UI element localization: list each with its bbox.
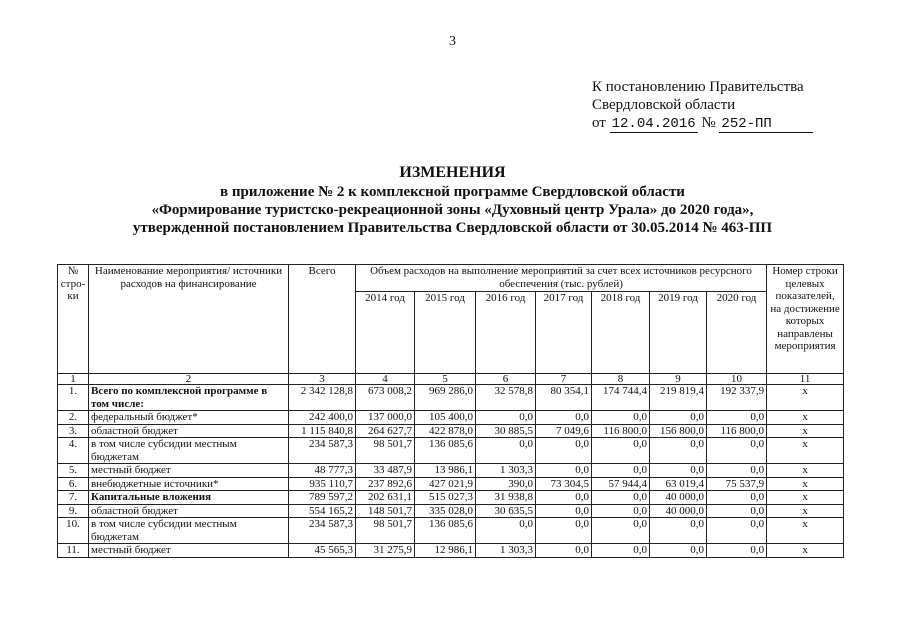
row-name-cell: внебюджетные источники* — [89, 477, 289, 491]
row-year-value-cell: 422 878,0 — [415, 424, 476, 438]
row-year-value-cell: 0,0 — [707, 544, 767, 558]
row-year-value-cell: 0,0 — [536, 518, 592, 544]
table-row — [58, 424, 844, 438]
row-year-value-cell: 73 304,5 — [536, 477, 592, 491]
header-year: 2017 год — [536, 292, 592, 374]
header-year: 2018 год — [592, 292, 650, 374]
table-row — [58, 411, 844, 425]
row-year-value-cell: 1 303,3 — [476, 464, 536, 478]
row-target-cell: х — [767, 518, 844, 544]
title-line-1: в приложение № 2 к комплексной программе Свердловской области — [220, 184, 685, 200]
row-year-value-cell: 80 354,1 — [536, 385, 592, 411]
row-target-cell: х — [767, 477, 844, 491]
header-total: Всего — [289, 265, 356, 374]
row-total-cell: 45 565,3 — [289, 544, 356, 558]
row-year-value-cell: 98 501,7 — [356, 518, 415, 544]
row-name-cell: местный бюджет — [89, 544, 289, 558]
row-target-cell: х — [767, 438, 844, 464]
header-year: 2015 год — [415, 292, 476, 374]
row-year-value-cell: 0,0 — [707, 411, 767, 425]
row-number-cell: 6. — [58, 477, 89, 491]
table-body — [58, 374, 844, 558]
column-number: 7 — [536, 374, 592, 385]
row-number-cell: 10. — [58, 518, 89, 544]
row-year-value-cell: 219 819,4 — [650, 385, 707, 411]
row-year-value-cell: 12 986,1 — [415, 544, 476, 558]
row-name-cell: местный бюджет — [89, 464, 289, 478]
row-year-value-cell: 202 631,1 — [356, 491, 415, 505]
number-sign: № — [701, 115, 716, 131]
row-year-value-cell: 30 635,5 — [476, 504, 536, 518]
row-total-cell: 48 777,3 — [289, 464, 356, 478]
row-year-value-cell: 0,0 — [592, 544, 650, 558]
row-year-value-cell: 174 744,4 — [592, 385, 650, 411]
row-year-value-cell: 0,0 — [476, 411, 536, 425]
row-year-value-cell: 0,0 — [650, 518, 707, 544]
header-year: 2014 год — [356, 292, 415, 374]
row-number-cell: 9. — [58, 504, 89, 518]
row-target-cell: х — [767, 544, 844, 558]
row-year-value-cell: 63 019,4 — [650, 477, 707, 491]
column-number: 2 — [89, 374, 289, 385]
table-row — [58, 464, 844, 478]
table-row — [58, 504, 844, 518]
row-total-cell: 935 110,7 — [289, 477, 356, 491]
column-numbers-row — [58, 374, 844, 385]
row-year-value-cell: 969 286,0 — [415, 385, 476, 411]
row-total-cell: 234 587,3 — [289, 438, 356, 464]
row-total-cell: 554 165,2 — [289, 504, 356, 518]
column-number: 10 — [707, 374, 767, 385]
row-year-value-cell: 0,0 — [707, 518, 767, 544]
row-year-value-cell: 0,0 — [592, 411, 650, 425]
row-year-value-cell: 192 337,9 — [707, 385, 767, 411]
row-year-value-cell: 0,0 — [536, 544, 592, 558]
column-number: 3 — [289, 374, 356, 385]
row-year-value-cell: 0,0 — [536, 438, 592, 464]
row-year-value-cell: 335 028,0 — [415, 504, 476, 518]
row-target-cell: х — [767, 385, 844, 411]
table-row — [58, 385, 844, 411]
header-year: 2020 год — [707, 292, 767, 374]
row-target-cell: х — [767, 411, 844, 425]
column-number: 4 — [356, 374, 415, 385]
row-year-value-cell: 0,0 — [536, 464, 592, 478]
row-year-value-cell: 427 021,9 — [415, 477, 476, 491]
row-year-value-cell: 137 000,0 — [356, 411, 415, 425]
column-number: 9 — [650, 374, 707, 385]
column-number: 6 — [476, 374, 536, 385]
row-total-cell: 234 587,3 — [289, 518, 356, 544]
row-year-value-cell: 0,0 — [707, 504, 767, 518]
row-target-cell: х — [767, 491, 844, 505]
row-year-value-cell: 0,0 — [536, 504, 592, 518]
title-heading: ИЗМЕНЕНИЯ — [399, 164, 506, 181]
row-year-value-cell: 0,0 — [650, 544, 707, 558]
row-year-value-cell: 7 049,6 — [536, 424, 592, 438]
header-target: Номер строки целевых показателей, на достижение которых направлены мероприятия — [767, 265, 844, 374]
title-line-3: утвержденной постановлением Правительства Свердловской области от 30.05.2014 № 463-ПП — [132, 220, 773, 236]
row-year-value-cell: 0,0 — [592, 504, 650, 518]
row-year-value-cell: 390,0 — [476, 477, 536, 491]
row-year-value-cell: 0,0 — [592, 491, 650, 505]
document-date: 12.04.2016 — [611, 116, 696, 132]
row-number-cell: 4. — [58, 438, 89, 464]
row-number-cell: 11. — [58, 544, 89, 558]
table-row — [58, 544, 844, 558]
row-name-cell: в том числе субсидии местным бюджетам — [89, 438, 289, 464]
header-row-1 — [58, 265, 844, 292]
row-total-cell: 789 597,2 — [289, 491, 356, 505]
attachment-date-line — [592, 114, 813, 133]
page-number: 3 — [449, 34, 456, 49]
document-title — [0, 164, 905, 237]
column-number: 11 — [767, 374, 844, 385]
row-year-value-cell: 33 487,9 — [356, 464, 415, 478]
column-number: 8 — [592, 374, 650, 385]
row-year-value-cell: 40 000,0 — [650, 504, 707, 518]
row-year-value-cell: 31 938,8 — [476, 491, 536, 505]
row-year-value-cell: 31 275,9 — [356, 544, 415, 558]
row-year-value-cell: 148 501,7 — [356, 504, 415, 518]
row-year-value-cell: 0,0 — [650, 464, 707, 478]
row-number-cell: 2. — [58, 411, 89, 425]
row-year-value-cell: 237 892,6 — [356, 477, 415, 491]
table-row — [58, 491, 844, 505]
row-year-value-cell: 0,0 — [707, 438, 767, 464]
row-year-value-cell: 0,0 — [476, 438, 536, 464]
row-year-value-cell: 0,0 — [536, 411, 592, 425]
row-year-value-cell: 1 303,3 — [476, 544, 536, 558]
row-number-cell: 1. — [58, 385, 89, 411]
row-target-cell: х — [767, 464, 844, 478]
row-total-cell: 2 342 128,8 — [289, 385, 356, 411]
row-year-value-cell: 105 400,0 — [415, 411, 476, 425]
row-year-value-cell: 0,0 — [592, 464, 650, 478]
header-year: 2019 год — [650, 292, 707, 374]
row-year-value-cell: 98 501,7 — [356, 438, 415, 464]
row-year-value-cell: 0,0 — [707, 464, 767, 478]
column-number: 1 — [58, 374, 89, 385]
row-year-value-cell: 0,0 — [476, 518, 536, 544]
expenses-table — [57, 264, 844, 558]
row-total-cell: 1 115 840,8 — [289, 424, 356, 438]
row-name-cell: федеральный бюджет* — [89, 411, 289, 425]
row-name-cell: областной бюджет — [89, 504, 289, 518]
row-target-cell: х — [767, 504, 844, 518]
row-name-cell: в том числе субсидии местным бюджетам — [89, 518, 289, 544]
row-year-value-cell: 57 944,4 — [592, 477, 650, 491]
row-name-cell: Капитальные вложения — [89, 491, 289, 505]
row-target-cell: х — [767, 424, 844, 438]
row-number-cell: 3. — [58, 424, 89, 438]
row-year-value-cell: 136 085,6 — [415, 518, 476, 544]
row-year-value-cell: 30 885,5 — [476, 424, 536, 438]
row-name-cell: Всего по комплексной программе в том числе: — [89, 385, 289, 411]
row-year-value-cell: 40 000,0 — [650, 491, 707, 505]
row-year-value-cell: 136 085,6 — [415, 438, 476, 464]
row-year-value-cell: 673 008,2 — [356, 385, 415, 411]
title-line-2: «Формирование туристско-рекреационной зоны «Духовный центр Урала» до 2020 года», — [151, 202, 754, 218]
row-year-value-cell: 32 578,8 — [476, 385, 536, 411]
column-number: 5 — [415, 374, 476, 385]
row-year-value-cell: 0,0 — [650, 411, 707, 425]
row-total-cell: 242 400,0 — [289, 411, 356, 425]
row-year-value-cell: 156 800,0 — [650, 424, 707, 438]
attachment-stamp — [592, 78, 813, 133]
table-row — [58, 518, 844, 544]
row-year-value-cell: 116 800,0 — [592, 424, 650, 438]
row-year-value-cell: 116 800,0 — [707, 424, 767, 438]
row-year-value-cell: 264 627,7 — [356, 424, 415, 438]
table-row — [58, 438, 844, 464]
header-volume: Объем расходов на выполнение мероприятий за счет всех источников ресурсного обеспечения (тыс. рублей) — [356, 265, 767, 292]
row-number-cell: 7. — [58, 491, 89, 505]
row-name-cell: областной бюджет — [89, 424, 289, 438]
attachment-line-2: Свердловской области — [592, 97, 736, 113]
row-year-value-cell: 0,0 — [592, 438, 650, 464]
row-year-value-cell: 13 986,1 — [415, 464, 476, 478]
document-number: 252-ПП — [719, 117, 813, 133]
row-year-value-cell: 0,0 — [536, 491, 592, 505]
header-name: Наименование мероприятия/ источники расходов на финансирование — [89, 265, 289, 374]
row-year-value-cell: 0,0 — [650, 438, 707, 464]
header-year: 2016 год — [476, 292, 536, 374]
row-year-value-cell: 0,0 — [592, 518, 650, 544]
row-number-cell: 5. — [58, 464, 89, 478]
row-year-value-cell: 515 027,3 — [415, 491, 476, 505]
row-year-value-cell: 0,0 — [707, 491, 767, 505]
header-row-no: № стро-ки — [58, 265, 89, 374]
attachment-line-1: К постановлению Правительства — [592, 79, 804, 95]
table-row — [58, 477, 844, 491]
date-prefix: от — [592, 115, 606, 131]
row-year-value-cell: 75 537,9 — [707, 477, 767, 491]
